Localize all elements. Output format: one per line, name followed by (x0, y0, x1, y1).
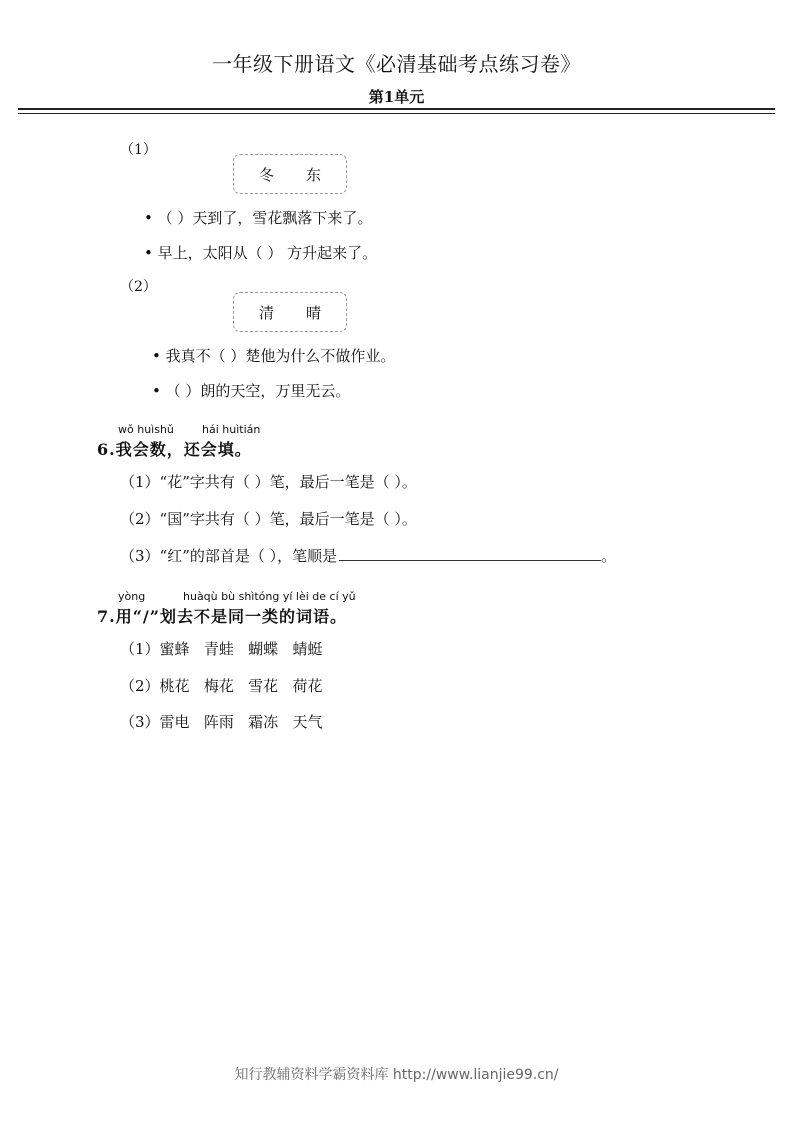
pinyin-annotation: wǒ huìshǔ (118, 423, 174, 436)
word-choice-box-2 (233, 292, 347, 332)
word-group-row (120, 711, 322, 732)
word-choice: 东 (306, 165, 322, 184)
question-label-1: （1） (120, 142, 157, 158)
page-title: 一年级下册语文《必清基础考点练习卷》 (212, 52, 581, 76)
word-group-label: （2） (120, 677, 160, 695)
question-item: （1）“花”字共有（ ）笔，最后一笔是（ ）。 (120, 473, 417, 491)
word-group-row (120, 675, 322, 696)
question-item-end: 。 (601, 547, 617, 565)
fill-sentence: • （ ）朗的天空，万里无云。 (152, 382, 351, 400)
question-item-text: （3）“红”的部首是（ ），笔顺是 (120, 547, 338, 565)
question-label-2: （2） (120, 279, 157, 295)
word-group-words: 桃花 梅花 雪花 荷花 (159, 677, 323, 695)
header-rule-thin (18, 113, 775, 114)
word-group-label: （3） (120, 713, 160, 731)
fill-sentence: • 早上，太阳从（ ） 方升起来了。 (144, 244, 378, 262)
footer-watermark: 知行教辅资料学霸资料库 http://www.lianjie99.cn/ (234, 1067, 559, 1083)
pinyin-annotation: hái huìtián (202, 423, 261, 436)
word-group-label: （1） (120, 640, 160, 658)
word-choice: 冬 (258, 165, 274, 184)
page-subtitle: 第1单元 (368, 88, 425, 106)
question-item: （2）“国”字共有（ ）笔，最后一笔是（ ）。 (120, 510, 417, 528)
word-choice: 清 (258, 303, 274, 322)
word-group-words: 雷电 阵雨 霜冻 天气 (159, 713, 323, 731)
word-group-row (120, 638, 322, 659)
header-rule-thick (18, 108, 775, 110)
question-item-3 (120, 545, 616, 566)
word-choice: 晴 (306, 303, 322, 322)
answer-blank-line (339, 546, 601, 561)
pinyin-annotation: huàqù bù shìtóng yí lèi de cí yǔ (183, 590, 356, 603)
word-choice-box-1 (233, 154, 347, 194)
word-group-words: 蜜蜂 青蛙 蝴蝶 蜻蜓 (159, 640, 323, 658)
pinyin-annotation: yòng (118, 590, 146, 603)
fill-sentence: • （ ）天到了，雪花飘落下来了。 (144, 209, 373, 227)
fill-sentence: • 我真不（ ）楚他为什么不做作业。 (152, 347, 396, 365)
section-heading-7: 7.用“/”划去不是同一类的词语。 (97, 607, 347, 626)
section-heading-6: 6.我会数，还会填。 (97, 440, 252, 459)
